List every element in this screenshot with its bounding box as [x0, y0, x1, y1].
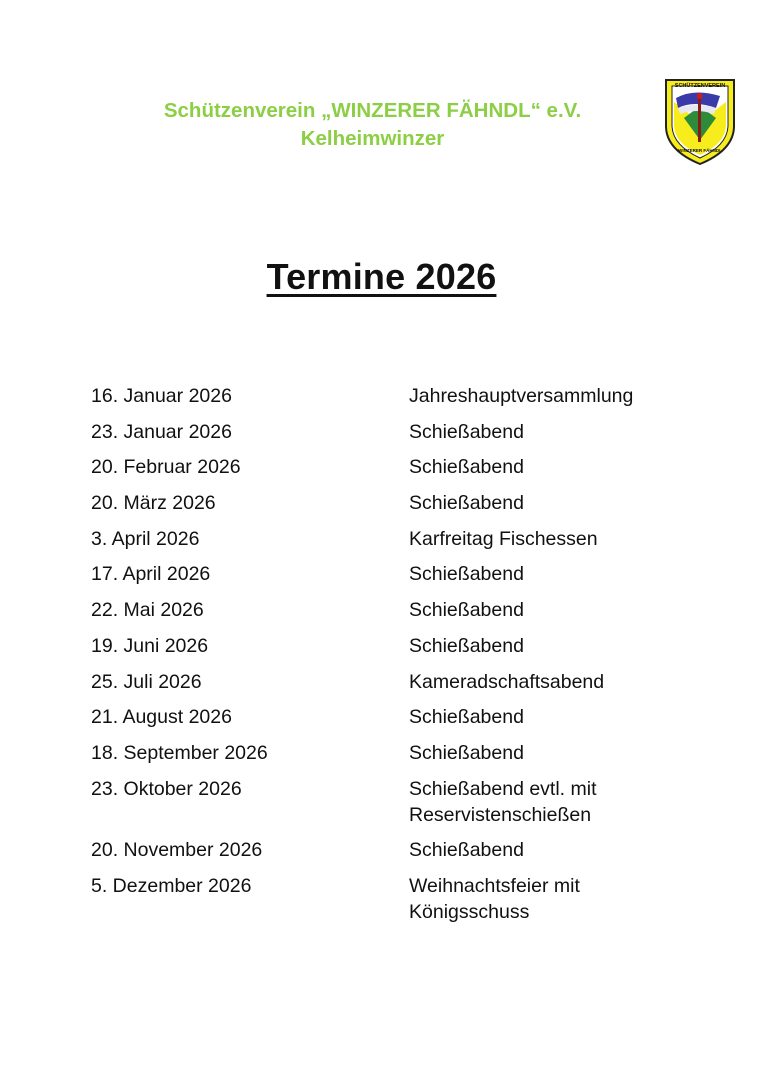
event-row	[91, 740, 731, 766]
event-date: 16. Januar 2026	[91, 385, 232, 407]
event-row	[91, 490, 731, 516]
event-date: 19. Juni 2026	[91, 634, 209, 657]
event-date: 22. Mai 2026	[91, 599, 204, 622]
event-name: Schießabend	[409, 634, 524, 657]
event-date: 20. März 2026	[91, 492, 216, 515]
event-name: Weihnachtsfeier mit Königsschuss	[409, 874, 580, 923]
event-table	[91, 383, 731, 935]
event-date: 25. Juli 2026	[91, 670, 202, 693]
logo-text-top: SCHÜTZENVEREIN	[674, 83, 726, 89]
event-name: Schießabend	[409, 492, 524, 515]
event-name: Karfreitag Fischessen	[409, 527, 598, 550]
club-logo-icon	[664, 78, 736, 166]
event-date: 23. Januar 2026	[91, 420, 232, 443]
event-row	[91, 837, 731, 863]
event-name: Schießabend	[409, 456, 524, 479]
event-date: 17. April 2026	[91, 563, 211, 586]
club-place: Kelheimwinzer	[300, 127, 445, 150]
event-name: Schießabend	[409, 706, 524, 729]
event-row	[91, 776, 731, 828]
event-name: Schießabend	[409, 599, 524, 622]
page-title: Termine 2026	[266, 256, 497, 297]
event-row	[91, 597, 731, 623]
event-name: Schießabend	[409, 839, 524, 862]
club-header	[0, 97, 745, 153]
event-name: Jahreshauptversammlung	[409, 385, 634, 407]
event-name: Schießabend	[409, 741, 524, 764]
event-date: 5. Dezember 2026	[91, 874, 252, 897]
event-date: 3. April 2026	[91, 527, 200, 550]
event-date: 20. Februar 2026	[91, 456, 241, 479]
logo-text-bottom: WINZERER FÄHNDL	[678, 148, 722, 153]
event-row	[91, 383, 731, 409]
event-row	[91, 633, 731, 659]
event-row	[91, 561, 731, 587]
event-row	[91, 669, 731, 695]
event-name: Schießabend	[409, 563, 524, 586]
event-date: 21. August 2026	[91, 706, 232, 729]
event-row	[91, 704, 731, 730]
event-name: Schießabend evtl. mit Reservistenschießen	[409, 777, 597, 826]
event-date: 20. November 2026	[91, 839, 263, 862]
event-name: Kameradschaftsabend	[409, 670, 605, 693]
event-row	[91, 873, 731, 925]
club-name: Schützenverein „WINZERER FÄHNDL“ e.V.	[163, 99, 582, 122]
event-row	[91, 419, 731, 445]
event-name: Schießabend	[409, 420, 524, 443]
event-date: 23. Oktober 2026	[91, 777, 242, 800]
event-date: 18. September 2026	[91, 741, 268, 764]
event-row	[91, 526, 731, 552]
event-row	[91, 454, 731, 480]
